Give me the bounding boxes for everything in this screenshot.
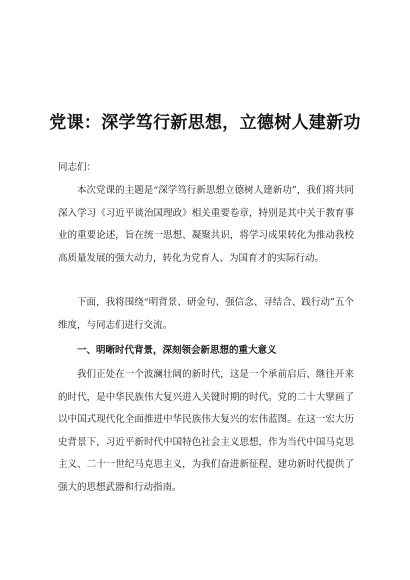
page-title: 党课：深学笃行新思想，立德树人建新功 xyxy=(49,113,361,133)
section-heading: 一、明晰时代背景，深刻领会新思想的重大意义 xyxy=(77,345,277,356)
paragraph-intro: 本次党课的主题是“深学笃行新思想立德树人建新功”，我们将共同深入学习《习近平谈治国理政》相关重要卷章，特别是其中关于教育事业的重要论述，旨在统一思想、凝聚共识，将学习成果转化为推动我校高质量发展的强大动力，转化为党育人、为国育才的实际行动。 xyxy=(58,185,354,264)
paragraph-outline: 下面，我将围绕“明背景、研金句、强信念、寻结合、践行动”五个维度，与同志们进行交流。 xyxy=(58,297,354,331)
paragraph-section-one: 我们正处在一个波澜壮阔的新时代，这是一个承前启后、继往开来的时代，是中华民族伟大复兴进入关键时期的时代。党的二十大擘画了以中国式现代化全面推进中华民族伟大复兴的宏伟蓝图。在这一宏大历史背景下，习近平新时代中国特色社会主义思想，作为当代中国马克思主义、二十一世纪马克思主义，为我们奋进新征程、建功新时代提供了强大的思想武器和行动指南。 xyxy=(58,369,354,493)
salutation: 同志们： xyxy=(58,162,97,173)
